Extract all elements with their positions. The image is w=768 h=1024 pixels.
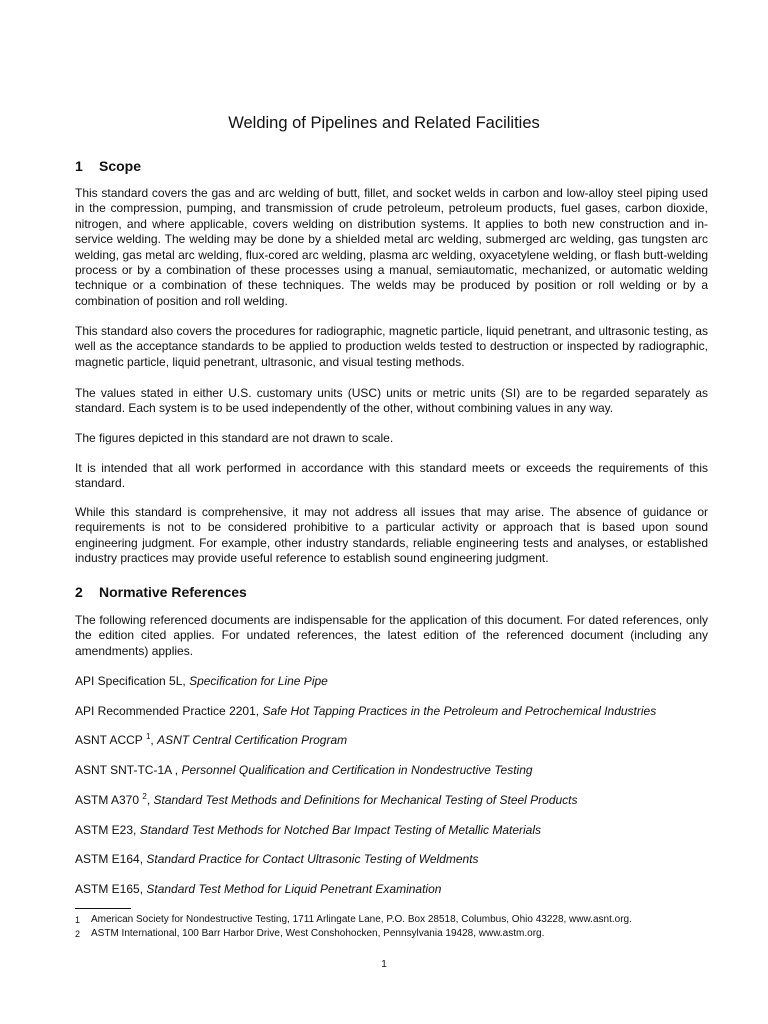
footnote-separator	[75, 908, 131, 909]
document-title: Welding of Pipelines and Related Facilities	[228, 114, 540, 132]
reference-item	[75, 852, 715, 867]
reference-item: ASTM A370 $^2$, Standard Test Methods and Definitions for Mechanical Testing of Steel Products	[75, 792, 578, 807]
reference-item	[75, 704, 715, 719]
paragraph: The figures depicted in this standard are not drawn to scale.	[75, 431, 394, 445]
page-number: 1	[381, 959, 387, 970]
paragraph: This standard covers the gas and arc welding of butt, fillet, and socket welds in carbon and low-alloy steel piping used in the compression, pumping, and transmission of crude petroleum, petroleum products, fuel gases, carbon dioxide, nitrogen, and where applicable, covers welding on distribution systems. It applies to both new construction and in-service welding. The welding may be done by a shielded metal arc welding, submerged arc welding, gas tungsten arc welding, gas metal arc welding, flux-cored arc welding, plasma arc welding, oxyacetylene welding, or flash butt-welding process or by a combination of these processes using a manual, semiautomatic, mechanized, or automatic welding technique or a combination of these techniques. The welds may be produced by position or roll welding or by a combination of position and roll welding.	[75, 186, 708, 308]
paragraph: While this standard is comprehensive, it may not address all issues that may arise. The absence of guidance or requirements is not to be considered prohibitive to a particular activity or approach that is based upon sound engineering judgment. For example, other industry standards, reliable engineering tests and analyses, or established industry practices may provide useful reference to establish sound engineering judgment.	[75, 505, 708, 566]
footnote-ref: 1	[145, 732, 151, 741]
paragraph: The following referenced documents are indispensable for the application of this document. For dated references, only the edition cited applies. For undated references, the latest edition of the referenced document (including any amendments) applies.	[75, 613, 708, 658]
reference-title: ASNT Central Certification Program	[157, 733, 348, 747]
section-2-heading	[75, 583, 247, 601]
reference-item	[75, 674, 715, 689]
reference-code: ASTM E164,	[75, 852, 144, 866]
section-number: 2	[75, 584, 83, 600]
footnote-text: American Society for Nondestructive Testing, 1711 Arlingate Lane, P.O. Box 28518, Columbus, Ohio 43228, www.asnt.org.	[91, 914, 632, 925]
section-number: 1	[75, 158, 83, 174]
reference-code: ASTM A370	[75, 793, 140, 807]
reference-code: ASNT ACCP	[75, 733, 143, 747]
reference-code: API Specification 5L,	[75, 674, 186, 688]
reference-item: ASNT ACCP $^1$, ASNT Central Certification Program	[75, 732, 348, 747]
reference-item	[75, 823, 715, 838]
footnote-text: ASTM International, 100 Barr Harbor Drive, West Conshohocken, Pennsylvania 19428, www.astm.org.	[91, 928, 545, 939]
reference-code: API Recommended Practice 2201,	[75, 704, 260, 718]
reference-code: ASNT SNT-TC-1A ,	[75, 763, 179, 777]
paragraph: It is intended that all work performed in accordance with this standard meets or exceeds the requirements of this standard.	[75, 461, 708, 491]
reference-title: Standard Test Methods and Definitions for Mechanical Testing of Steel Products	[153, 793, 578, 807]
section-title: Normative References	[99, 584, 247, 600]
section-title: Scope	[99, 158, 142, 174]
footnote-number: 2	[75, 929, 81, 939]
reference-title: Specification for Line Pipe	[189, 674, 328, 688]
section-1-heading	[75, 157, 141, 175]
reference-item	[75, 763, 715, 778]
paragraph: The values stated in either U.S. customary units (USC) units or metric units (SI) are to be regarded separately as standard. Each system is to be used independently of the other, without combining values in any way.	[75, 386, 708, 416]
reference-code: ASTM E23,	[75, 823, 137, 837]
footnote-number: 1	[75, 915, 81, 925]
reference-title: Safe Hot Tapping Practices in the Petroleum and Petrochemical Industries	[262, 704, 657, 718]
reference-title: Standard Test Methods for Notched Bar Impact Testing of Metallic Materials	[139, 823, 542, 837]
reference-item	[75, 882, 715, 897]
reference-title: Personnel Qualification and Certification in Nondestructive Testing	[181, 763, 533, 777]
paragraph: This standard also covers the procedures for radiographic, magnetic particle, liquid penetrant, and ultrasonic testing, as well as the acceptance standards to be applied to production welds tested to destruction or inspected by radiographic, magnetic particle, liquid penetrant, ultrasonic, and visual testing methods.	[75, 324, 708, 369]
reference-title: Standard Practice for Contact Ultrasonic Testing of Weldments	[146, 852, 479, 866]
footnote	[75, 928, 544, 940]
footnote	[75, 914, 632, 926]
footnote-ref: 2	[142, 792, 147, 801]
reference-code: ASTM E165,	[75, 882, 144, 896]
reference-title: Standard Test Method for Liquid Penetrant Examination	[146, 882, 442, 896]
